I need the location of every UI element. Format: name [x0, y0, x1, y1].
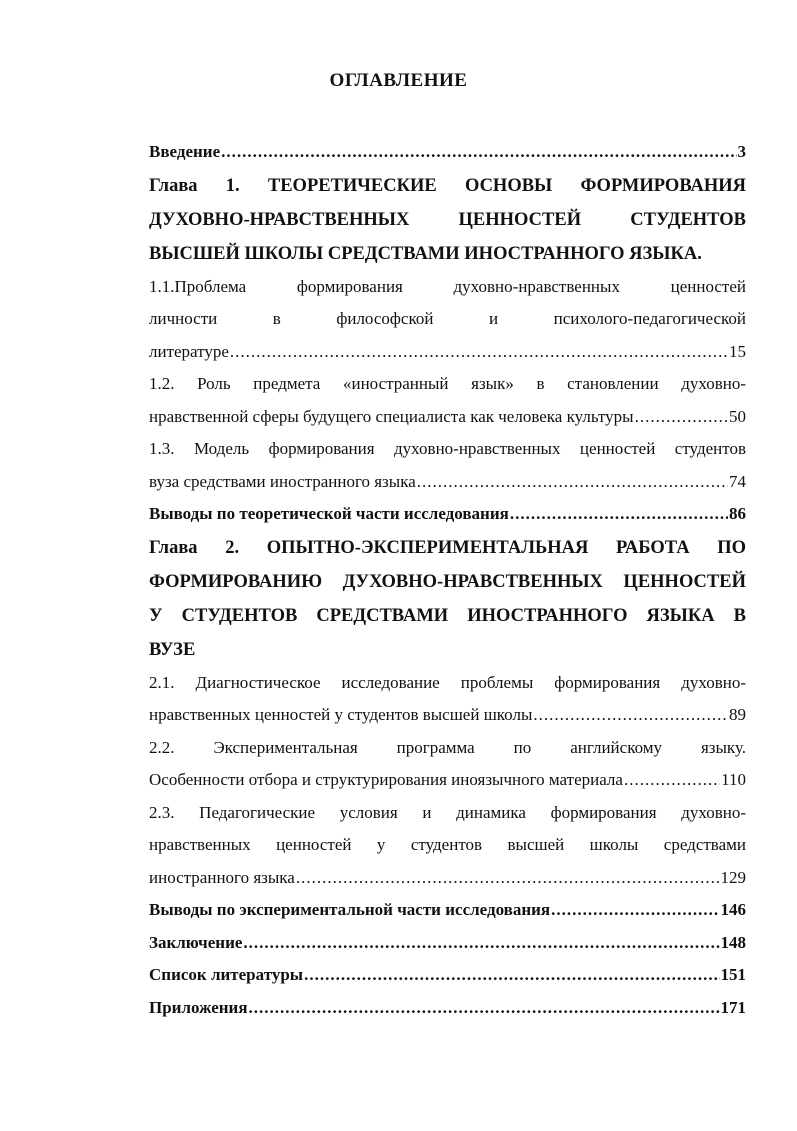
- dot-leader: [243, 927, 719, 960]
- toc-page-number: 74: [729, 471, 746, 491]
- chapter2-heading-line3: У СТУДЕНТОВ СРЕДСТВАМИ ИНОСТРАННОГО ЯЗЫКА В: [149, 605, 746, 626]
- dot-leader: [417, 466, 728, 499]
- dot-leader: [533, 699, 728, 732]
- chapter1-heading-line1: Глава 1. ТЕОРЕТИЧЕСКИЕ ОСНОВЫ ФОРМИРОВАНИЯ: [149, 175, 746, 196]
- dot-leader: [296, 862, 720, 895]
- section11-line1: 1.1.Проблема формирования духовно-нравственных ценностей: [149, 276, 746, 296]
- section12-line2: нравственной сферы будущего специалиста как человека культуры: [149, 406, 634, 426]
- toc-entry-label: Введение: [149, 142, 221, 161]
- toc-page-number: 110: [721, 770, 746, 789]
- toc-entry-conclusions1: [149, 498, 746, 531]
- dot-leader: [551, 894, 719, 927]
- page-title: ОГЛАВЛЕНИЕ: [329, 70, 468, 91]
- toc-entry-label: Выводы по экспериментальной части исследования: [149, 900, 551, 919]
- toc-entry-label: Заключение: [149, 932, 243, 952]
- section22-line2: Особенности отбора и структурирования иноязычного материала: [149, 770, 623, 789]
- toc-entry-references: [149, 959, 746, 992]
- toc-entry-intro: [149, 136, 746, 169]
- table-of-contents: [149, 136, 746, 1024]
- section13-line2: вуза средствами иностранного языка: [149, 471, 416, 491]
- toc-entry-conclusion: [149, 927, 746, 960]
- toc-entry-label: Выводы по теоретической части исследования: [149, 504, 509, 523]
- toc-entry-section11: [149, 336, 746, 369]
- toc-entry-label: Список литературы: [149, 965, 304, 984]
- dot-leader: [624, 764, 720, 797]
- toc-entry-section13: [149, 466, 746, 499]
- toc-entry-label: Приложения: [149, 997, 248, 1017]
- dot-leader: [635, 401, 728, 434]
- toc-page-number: 89: [729, 705, 746, 724]
- toc-page-number: 129: [720, 867, 746, 887]
- chapter1-heading-line2: ДУХОВНО-НРАВСТВЕННЫХ ЦЕННОСТЕЙ СТУДЕНТОВ: [149, 209, 746, 230]
- toc-entry-conclusions2: [149, 894, 746, 927]
- dot-leader: [304, 959, 719, 992]
- toc-page-number: 148: [720, 932, 746, 952]
- dot-leader: [249, 992, 720, 1025]
- dot-leader: [230, 336, 728, 369]
- toc-page-number: 15: [729, 341, 746, 361]
- chapter1-heading-line3: ВЫСШЕЙ ШКОЛЫ СРЕДСТВАМИ ИНОСТРАННОГО ЯЗЫКА.: [149, 243, 702, 264]
- section23-line2: нравственных ценностей у студентов высшей школы средствами: [149, 835, 746, 854]
- section23-line1: 2.3. Педагогические условия и динамика формирования духовно-: [149, 802, 746, 822]
- toc-page-number: 146: [720, 900, 746, 919]
- chapter2-heading-line1: Глава 2. ОПЫТНО-ЭКСПЕРИМЕНТАЛЬНАЯ РАБОТА ПО: [149, 537, 746, 558]
- chapter2-heading-line2: ФОРМИРОВАНИЮ ДУХОВНО-НРАВСТВЕННЫХ ЦЕННОСТЕЙ: [149, 571, 746, 592]
- toc-entry-appendices: [149, 992, 746, 1025]
- section23-line3: иностранного языка: [149, 867, 295, 887]
- toc-page-number: 50: [729, 406, 746, 426]
- toc-entry-section21: [149, 699, 746, 732]
- toc-entry-section22: [149, 764, 746, 797]
- section13-line1: 1.3. Модель формирования духовно-нравственных ценностей студентов: [149, 439, 746, 458]
- section11-line3: литературе: [149, 341, 229, 361]
- section11-line2: личности в философской и психолого-педагогической: [149, 309, 746, 328]
- dot-leader: [510, 498, 728, 531]
- toc-entry-section12: [149, 401, 746, 434]
- section21-line2: нравственных ценностей у студентов высшей школы: [149, 705, 533, 724]
- toc-page-number: 151: [720, 965, 746, 984]
- chapter2-heading-line4: ВУЗЕ: [149, 639, 196, 660]
- toc-page-number: 86: [729, 504, 746, 523]
- section12-line1: 1.2. Роль предмета «иностранный язык» в становлении духовно-: [149, 374, 746, 393]
- toc-entry-section23: [149, 862, 746, 895]
- dot-leader: [221, 136, 736, 169]
- toc-page-number: 171: [720, 997, 746, 1017]
- section22-line1: 2.2. Экспериментальная программа по английскому языку.: [149, 737, 746, 757]
- section21-line1: 2.1. Диагностическое исследование проблемы формирования духовно-: [149, 672, 746, 692]
- toc-page-number: 3: [737, 142, 746, 161]
